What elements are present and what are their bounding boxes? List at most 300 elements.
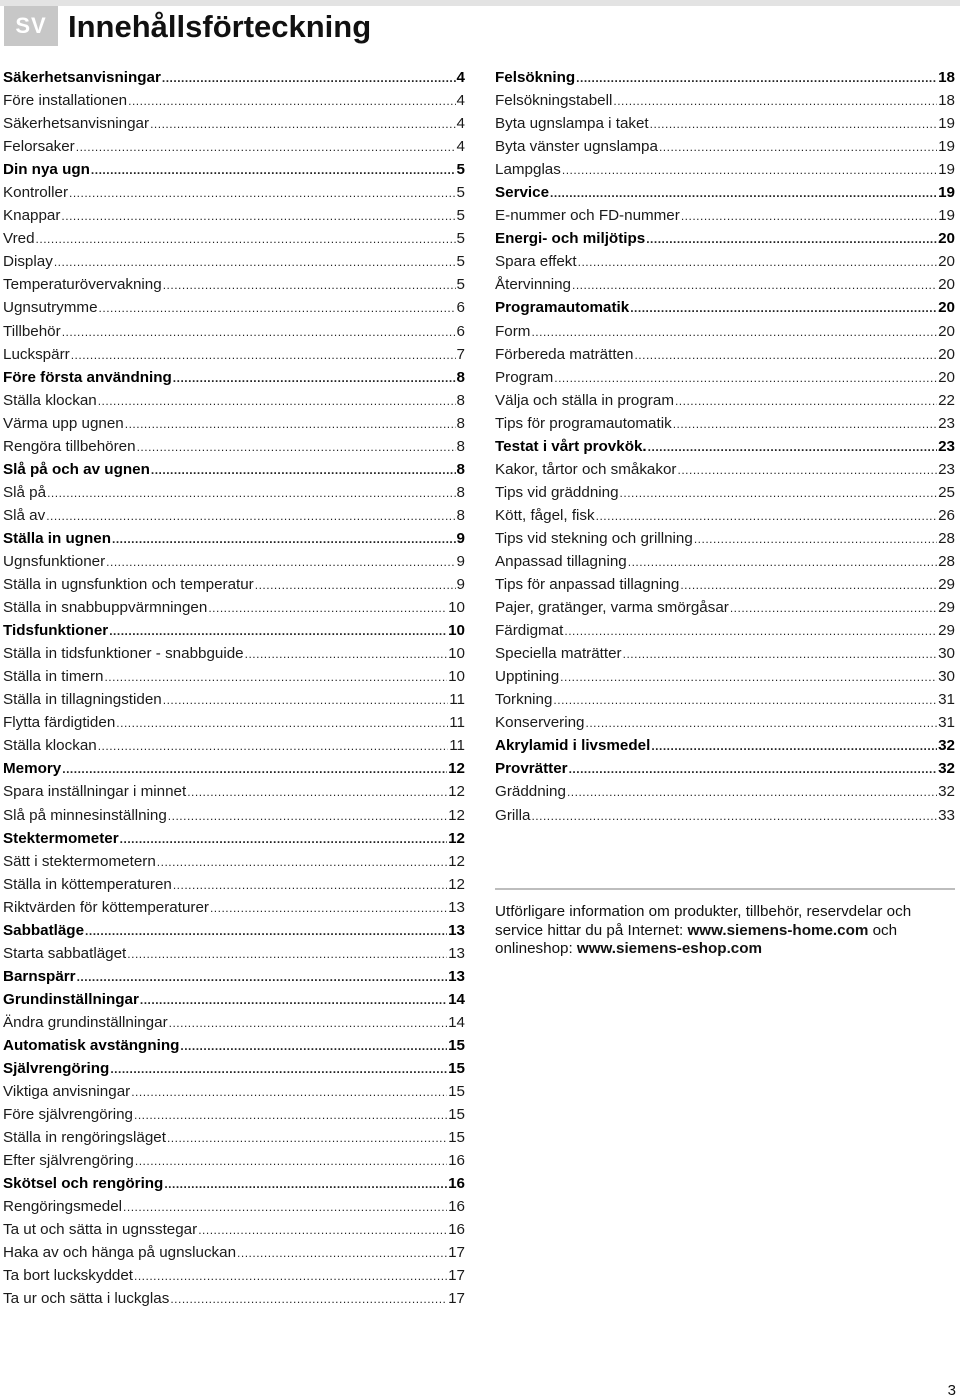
toc-dot-leader [168, 805, 447, 828]
toc-dot-leader [198, 1219, 447, 1242]
toc-entry-page: 5 [456, 230, 465, 248]
toc-entry[interactable] [495, 711, 955, 734]
toc-entry[interactable] [3, 780, 465, 803]
toc-entry-title: Haka av och hänga på ugnsluckan [3, 1244, 237, 1262]
toc-entry-title: Stektermometer [3, 829, 119, 847]
toc-entry-title: Före installationen [3, 92, 128, 110]
toc-entry[interactable] [495, 204, 955, 227]
toc-dot-leader [128, 90, 455, 113]
toc-entry-title: Sätt i stektermometern [3, 852, 156, 870]
toc-entry-page: 19 [938, 161, 955, 179]
toc-entry[interactable] [495, 458, 955, 481]
toc-entry-page: 20 [938, 253, 955, 271]
toc-dot-leader [131, 1081, 447, 1104]
toc-entry-page: 19 [938, 138, 955, 156]
toc-entry-page: 5 [456, 253, 465, 271]
eshop-link[interactable]: www.siemens-eshop.com [576, 940, 763, 957]
toc-dot-leader [163, 689, 449, 712]
toc-dot-leader [562, 159, 937, 182]
toc-section-entry[interactable] [3, 988, 465, 1011]
toc-entry-title: Konservering [495, 714, 585, 732]
toc-entry-title: Förbereda maträtten [495, 345, 634, 363]
toc-entry-title: Felorsaker [3, 138, 75, 156]
toc-entry-page: 15 [448, 1083, 465, 1101]
toc-section-entry[interactable] [3, 1057, 465, 1080]
toc-entry-page: 16 [448, 1152, 465, 1170]
toc-entry-page: 19 [938, 207, 955, 225]
toc-entry-title: Luckspärr [3, 345, 70, 363]
toc-dot-leader [576, 67, 937, 90]
toc-entry-title: Grilla [495, 806, 531, 824]
toc-entry-page: 29 [938, 599, 955, 617]
info-text-1: Utförligare information om produkter, tillbehör, reservdelar och service hittar du på Internet: [495, 903, 912, 939]
toc-entry-page: 8 [456, 391, 465, 409]
toc-entry-title: Säkerhetsanvisningar [3, 115, 150, 133]
toc-entry-title: Spara inställningar i minnet [3, 783, 187, 801]
toc-entry-page: 20 [938, 230, 955, 248]
toc-dot-leader [173, 874, 447, 897]
toc-section-entry[interactable] [495, 66, 955, 89]
toc-entry-title: Kött, fågel, fisk [495, 506, 595, 524]
toc-dot-leader [569, 758, 938, 781]
toc-dot-leader [106, 551, 455, 574]
toc-entry-title: Tips för anpassad tillagning [495, 576, 680, 594]
toc-section-entry[interactable] [495, 227, 955, 250]
toc-entry[interactable] [3, 642, 465, 665]
toc-entry[interactable] [3, 504, 465, 527]
toc-entry[interactable] [3, 1264, 465, 1287]
toc-entry-title: Skötsel och rengöring [3, 1175, 164, 1193]
toc-dot-leader [567, 781, 937, 804]
toc-dot-leader [167, 1127, 447, 1150]
toc-entry[interactable] [495, 780, 955, 803]
page-number: 3 [947, 1382, 956, 1399]
toc-entry-title: Efter självrengöring [3, 1152, 134, 1170]
toc-dot-leader [125, 413, 456, 436]
toc-section-entry[interactable] [3, 1172, 465, 1195]
toc-entry-page: 25 [938, 483, 955, 501]
toc-entry-title: Anpassad tillagning [495, 552, 627, 570]
toc-entry[interactable] [3, 435, 465, 458]
toc-dot-leader [157, 851, 447, 874]
toc-entry-page: 9 [456, 552, 465, 570]
toc-dot-leader [554, 367, 937, 390]
toc-dot-leader [162, 67, 456, 90]
toc-entry-page: 7 [456, 345, 465, 363]
toc-entry-page: 31 [938, 714, 955, 732]
toc-entry-title: Ställa in köttemperaturen [3, 875, 172, 893]
toc-dot-leader [208, 597, 447, 620]
toc-entry[interactable] [495, 112, 955, 135]
toc-entry[interactable] [495, 135, 955, 158]
toc-entry-page: 12 [448, 760, 465, 778]
toc-section-entry[interactable] [495, 757, 955, 780]
toc-entry-title: Vred [3, 230, 35, 248]
toc-entry-title: Ställa in ugnen [3, 529, 112, 547]
toc-entry[interactable] [3, 573, 465, 596]
toc-entry[interactable] [495, 366, 955, 389]
toc-entry-title: Display [3, 253, 53, 271]
toc-entry[interactable] [495, 596, 955, 619]
toc-entry-title: Byta ugnslampa i taket [495, 115, 649, 133]
toc-entry-page: 5 [456, 161, 465, 179]
toc-dot-leader [151, 459, 456, 482]
toc-entry-page: 5 [456, 184, 465, 202]
toc-entry-title: Slå på [3, 483, 47, 501]
toc-entry[interactable] [3, 250, 465, 273]
toc-entry[interactable] [3, 320, 465, 343]
toc-entry-title: Byta vänster ugnslampa [495, 138, 658, 156]
toc-entry[interactable] [3, 550, 465, 573]
toc-entry-page: 4 [456, 138, 465, 156]
toc-entry[interactable] [495, 481, 955, 504]
toc-entry-title: Kontroller [3, 184, 68, 202]
toc-entry-title: Viktiga anvisningar [3, 1083, 131, 1101]
toc-entry[interactable] [495, 320, 955, 343]
toc-dot-leader [531, 321, 937, 344]
toc-dot-leader [47, 482, 455, 505]
toc-entry-title: Temperaturövervakning [3, 276, 162, 294]
toc-entry-page: 12 [448, 852, 465, 870]
toc-entry-page: 13 [448, 944, 465, 962]
toc-entry-title: Ställa in rengöringsläget [3, 1129, 166, 1147]
toc-entry-page: 20 [938, 345, 955, 363]
toc-entry[interactable] [3, 227, 465, 250]
toc-entry-title: Tidsfunktioner [3, 622, 109, 640]
website-link[interactable]: www.siemens-home.com [687, 921, 869, 939]
toc-dot-leader [134, 1104, 447, 1127]
toc-entry-page: 32 [938, 737, 955, 755]
toc-entry[interactable] [3, 896, 465, 919]
toc-entry-title: Tips för programautomatik [495, 414, 672, 432]
toc-dot-leader [620, 482, 938, 505]
toc-entry-page: 8 [456, 483, 465, 501]
toc-dot-leader [553, 689, 937, 712]
toc-dot-leader [187, 781, 447, 804]
toc-entry[interactable] [3, 711, 465, 734]
toc-entry[interactable] [495, 688, 955, 711]
toc-entry-page: 12 [448, 806, 465, 824]
toc-entry-page: 12 [448, 875, 465, 893]
toc-entry[interactable] [3, 1011, 465, 1034]
toc-entry-page: 32 [938, 783, 955, 801]
toc-entry-page: 20 [938, 322, 955, 340]
toc-dot-leader [116, 712, 448, 735]
toc-entry-page: 23 [938, 460, 955, 478]
toc-dot-leader [673, 413, 937, 436]
toc-dot-leader [36, 228, 456, 251]
toc-entry-page: 8 [456, 437, 465, 455]
toc-entry-title: Tips vid stekning och grillning [495, 529, 693, 547]
toc-entry-page: 9 [456, 576, 465, 594]
toc-entry[interactable] [495, 619, 955, 642]
toc-entry-page: 22 [938, 391, 955, 409]
toc-entry-title: Knappar [3, 207, 61, 225]
toc-dot-leader [650, 113, 937, 136]
toc-entry-page: 15 [448, 1129, 465, 1147]
toc-entry[interactable] [3, 1080, 465, 1103]
toc-entry-page: 17 [448, 1267, 465, 1285]
toc-dot-leader [164, 1173, 447, 1196]
toc-dot-leader [169, 1012, 447, 1035]
toc-section-entry[interactable] [3, 527, 465, 550]
toc-entry[interactable] [495, 642, 955, 665]
toc-entry-title: Sabbatläge [3, 921, 85, 939]
toc-entry-title: E-nummer och FD-nummer [495, 207, 680, 225]
toc-dot-leader [123, 1196, 447, 1219]
toc-section-entry[interactable] [495, 181, 955, 204]
toc-entry-page: 11 [449, 737, 465, 755]
toc-entry-page: 15 [448, 1106, 465, 1124]
toc-dot-leader [135, 1150, 447, 1173]
toc-dot-leader [137, 436, 456, 459]
toc-section-entry[interactable] [495, 435, 955, 458]
toc-entry[interactable] [3, 1241, 465, 1264]
toc-entry-page: 14 [448, 1013, 465, 1031]
toc-section-entry[interactable] [3, 1034, 465, 1057]
toc-entry[interactable] [495, 573, 955, 596]
toc-entry[interactable] [3, 412, 465, 435]
toc-entry-page: 31 [938, 691, 955, 709]
toc-entry[interactable] [495, 527, 955, 550]
toc-dot-leader [694, 528, 937, 551]
toc-entry[interactable] [3, 1126, 465, 1149]
toc-entry[interactable] [495, 343, 955, 366]
toc-dot-leader [173, 367, 456, 390]
toc-entry-page: 10 [448, 668, 465, 686]
toc-entry-title: Färdigmat [495, 622, 564, 640]
toc-entry-title: Flytta färdigtiden [3, 714, 116, 732]
toc-dot-leader [550, 182, 937, 205]
toc-entry[interactable] [3, 1103, 465, 1126]
toc-dot-leader [677, 459, 937, 482]
toc-entry[interactable] [495, 389, 955, 412]
toc-entry-page: 29 [938, 576, 955, 594]
toc-column-right [495, 66, 955, 827]
toc-entry-title: Lampglas [495, 161, 561, 179]
toc-entry-page: 19 [938, 115, 955, 133]
toc-entry-title: Ställa in snabbuppvärmningen [3, 599, 208, 617]
toc-dot-leader [76, 136, 456, 159]
toc-entry[interactable] [495, 273, 955, 296]
toc-entry[interactable] [3, 273, 465, 296]
toc-entry-page: 20 [938, 276, 955, 294]
toc-dot-leader [659, 136, 937, 159]
toc-dot-leader [46, 505, 455, 528]
toc-dot-leader [120, 828, 447, 851]
toc-entry-page: 8 [456, 460, 465, 478]
toc-entry-page: 10 [448, 599, 465, 617]
toc-entry[interactable] [3, 1287, 465, 1310]
toc-entry-title: Gräddning [495, 783, 566, 801]
toc-entry-title: Före första användning [3, 368, 172, 386]
toc-entry[interactable] [3, 596, 465, 619]
toc-entry[interactable] [495, 804, 955, 827]
toc-section-entry[interactable] [3, 965, 465, 988]
toc-entry[interactable] [495, 412, 955, 435]
toc-section-entry[interactable] [3, 827, 465, 850]
toc-entry[interactable] [495, 665, 955, 688]
toc-section-entry[interactable] [3, 366, 465, 389]
toc-entry[interactable] [3, 734, 465, 757]
toc-entry-page: 23 [938, 414, 955, 432]
toc-dot-leader [109, 620, 447, 643]
toc-entry-page: 10 [448, 645, 465, 663]
toc-entry[interactable] [3, 665, 465, 688]
toc-dot-leader [675, 390, 937, 413]
toc-dot-leader [628, 551, 937, 574]
toc-entry-title: Ta bort luckskyddet [3, 1267, 133, 1285]
toc-entry[interactable] [495, 504, 955, 527]
toc-entry-page: 4 [456, 115, 465, 133]
toc-dot-leader [62, 321, 456, 344]
toc-entry-page: 15 [448, 1060, 465, 1078]
toc-entry-page: 16 [448, 1198, 465, 1216]
toc-entry-page: 12 [448, 829, 465, 847]
toc-entry[interactable] [3, 204, 465, 227]
toc-entry-page: 11 [449, 691, 465, 709]
toc-entry-page: 12 [448, 783, 465, 801]
toc-entry-page: 13 [448, 898, 465, 916]
toc-dot-leader [69, 182, 456, 205]
toc-section-entry[interactable] [3, 919, 465, 942]
toc-entry[interactable] [3, 688, 465, 711]
toc-section-entry[interactable] [3, 66, 465, 89]
toc-entry-page: 28 [938, 552, 955, 570]
toc-entry-page: 26 [938, 506, 955, 524]
info-text-2: och onlineshop: [495, 921, 898, 957]
toc-dot-leader [730, 597, 937, 620]
toc-entry-title: Ställa in ugnsfunktion och temperatur [3, 576, 254, 594]
toc-entry-page: 4 [456, 69, 465, 86]
toc-entry[interactable] [3, 481, 465, 504]
toc-section-entry[interactable] [3, 619, 465, 642]
toc-entry-page: 20 [938, 368, 955, 386]
toc-entry-title: Ställa in tillagningstiden [3, 691, 162, 709]
toc-entry-page: 5 [456, 276, 465, 294]
info-paragraph [495, 903, 957, 959]
toc-entry-page: 13 [448, 921, 465, 939]
toc-entry-page: 30 [938, 668, 955, 686]
toc-entry[interactable] [3, 804, 465, 827]
toc-entry-title: Ställa in tidsfunktioner - snabbguide [3, 645, 244, 663]
toc-section-entry[interactable] [3, 458, 465, 481]
toc-entry-page: 9 [456, 529, 465, 547]
toc-dot-leader [134, 1265, 447, 1288]
toc-entry-page: 5 [456, 207, 465, 225]
toc-entry-title: Grundinställningar [3, 990, 139, 1008]
toc-dot-leader [54, 251, 456, 274]
toc-entry[interactable] [3, 181, 465, 204]
toc-entry-page: 15 [448, 1036, 465, 1054]
toc-dot-leader [127, 943, 447, 966]
toc-section-entry[interactable] [495, 734, 955, 757]
toc-entry-title: Kakor, tårtor och småkakor [495, 460, 677, 478]
toc-entry-page: 17 [448, 1290, 465, 1308]
toc-entry[interactable] [495, 550, 955, 573]
toc-entry-page: 29 [938, 622, 955, 640]
toc-dot-leader [163, 274, 456, 297]
toc-entry-page: 17 [448, 1244, 465, 1262]
toc-dot-leader [623, 643, 937, 666]
toc-entry[interactable] [3, 89, 465, 112]
toc-entry-title: Ställa in timern [3, 668, 104, 686]
toc-dot-leader [596, 505, 937, 528]
toc-entry[interactable] [3, 1149, 465, 1172]
toc-entry-title: Välja och ställa in program [495, 391, 674, 409]
toc-entry-title: Tillbehör [3, 322, 61, 340]
toc-dot-leader [680, 574, 937, 597]
toc-dot-leader [564, 620, 937, 643]
toc-dot-leader [112, 528, 456, 551]
toc-entry[interactable] [3, 389, 465, 412]
toc-entry-title: Rengöringsmedel [3, 1198, 123, 1216]
toc-entry-title: Ändra grundinställningar [3, 1013, 168, 1031]
info-divider [495, 888, 955, 890]
toc-dot-leader [651, 735, 937, 758]
toc-dot-leader [681, 205, 937, 228]
toc-entry[interactable] [3, 1218, 465, 1241]
toc-dot-leader [572, 274, 937, 297]
toc-entry-title: Barnspärr [3, 967, 76, 985]
toc-entry[interactable] [3, 1195, 465, 1218]
toc-entry-page: 18 [938, 92, 955, 110]
toc-entry[interactable] [3, 135, 465, 158]
toc-dot-leader [237, 1242, 447, 1265]
toc-dot-leader [98, 390, 456, 413]
toc-entry-title: Ta ur och sätta i luckglas [3, 1290, 170, 1308]
toc-dot-leader [245, 643, 447, 666]
toc-entry-title: Tips vid gräddning [495, 483, 619, 501]
toc-entry-title: Värma upp ugnen [3, 414, 124, 432]
toc-entry-title: Form [495, 322, 531, 340]
toc-entry-title: Slå på minnesinställning [3, 806, 167, 824]
toc-entry-title: Starta sabbatläget [3, 944, 127, 962]
toc-dot-leader [98, 735, 449, 758]
toc-section-entry[interactable] [3, 757, 465, 780]
toc-entry-title: Service [495, 184, 550, 202]
toc-entry[interactable] [3, 850, 465, 873]
toc-dot-leader [634, 344, 937, 367]
toc-section-entry[interactable] [3, 158, 465, 181]
toc-section-entry[interactable] [495, 296, 955, 319]
toc-dot-leader [613, 90, 937, 113]
toc-entry-page: 13 [448, 967, 465, 985]
toc-entry-page: 8 [456, 414, 465, 432]
toc-entry[interactable] [495, 250, 955, 273]
toc-entry-title: Automatisk avstängning [3, 1036, 180, 1054]
toc-entry[interactable] [3, 296, 465, 319]
toc-entry[interactable] [495, 158, 955, 181]
toc-entry[interactable] [3, 343, 465, 366]
toc-entry-title: Provrätter [495, 760, 568, 778]
toc-entry-title: Din nya ugn [3, 161, 90, 179]
toc-entry[interactable] [3, 873, 465, 896]
toc-dot-leader [71, 344, 456, 367]
toc-entry-page: 6 [456, 299, 465, 317]
toc-entry-title: Programautomatik [495, 299, 630, 317]
toc-entry-title: Spara effekt [495, 253, 577, 271]
toc-entry[interactable] [495, 89, 955, 112]
toc-entry[interactable] [3, 112, 465, 135]
toc-entry-title: Ugnsfunktioner [3, 552, 106, 570]
toc-entry[interactable] [3, 942, 465, 965]
toc-entry-page: 20 [938, 299, 955, 317]
toc-entry-title: Ta ut och sätta in ugnsstegar [3, 1221, 198, 1239]
toc-dot-leader [85, 920, 447, 943]
toc-dot-leader [648, 436, 937, 459]
toc-entry-page: 33 [938, 806, 955, 824]
